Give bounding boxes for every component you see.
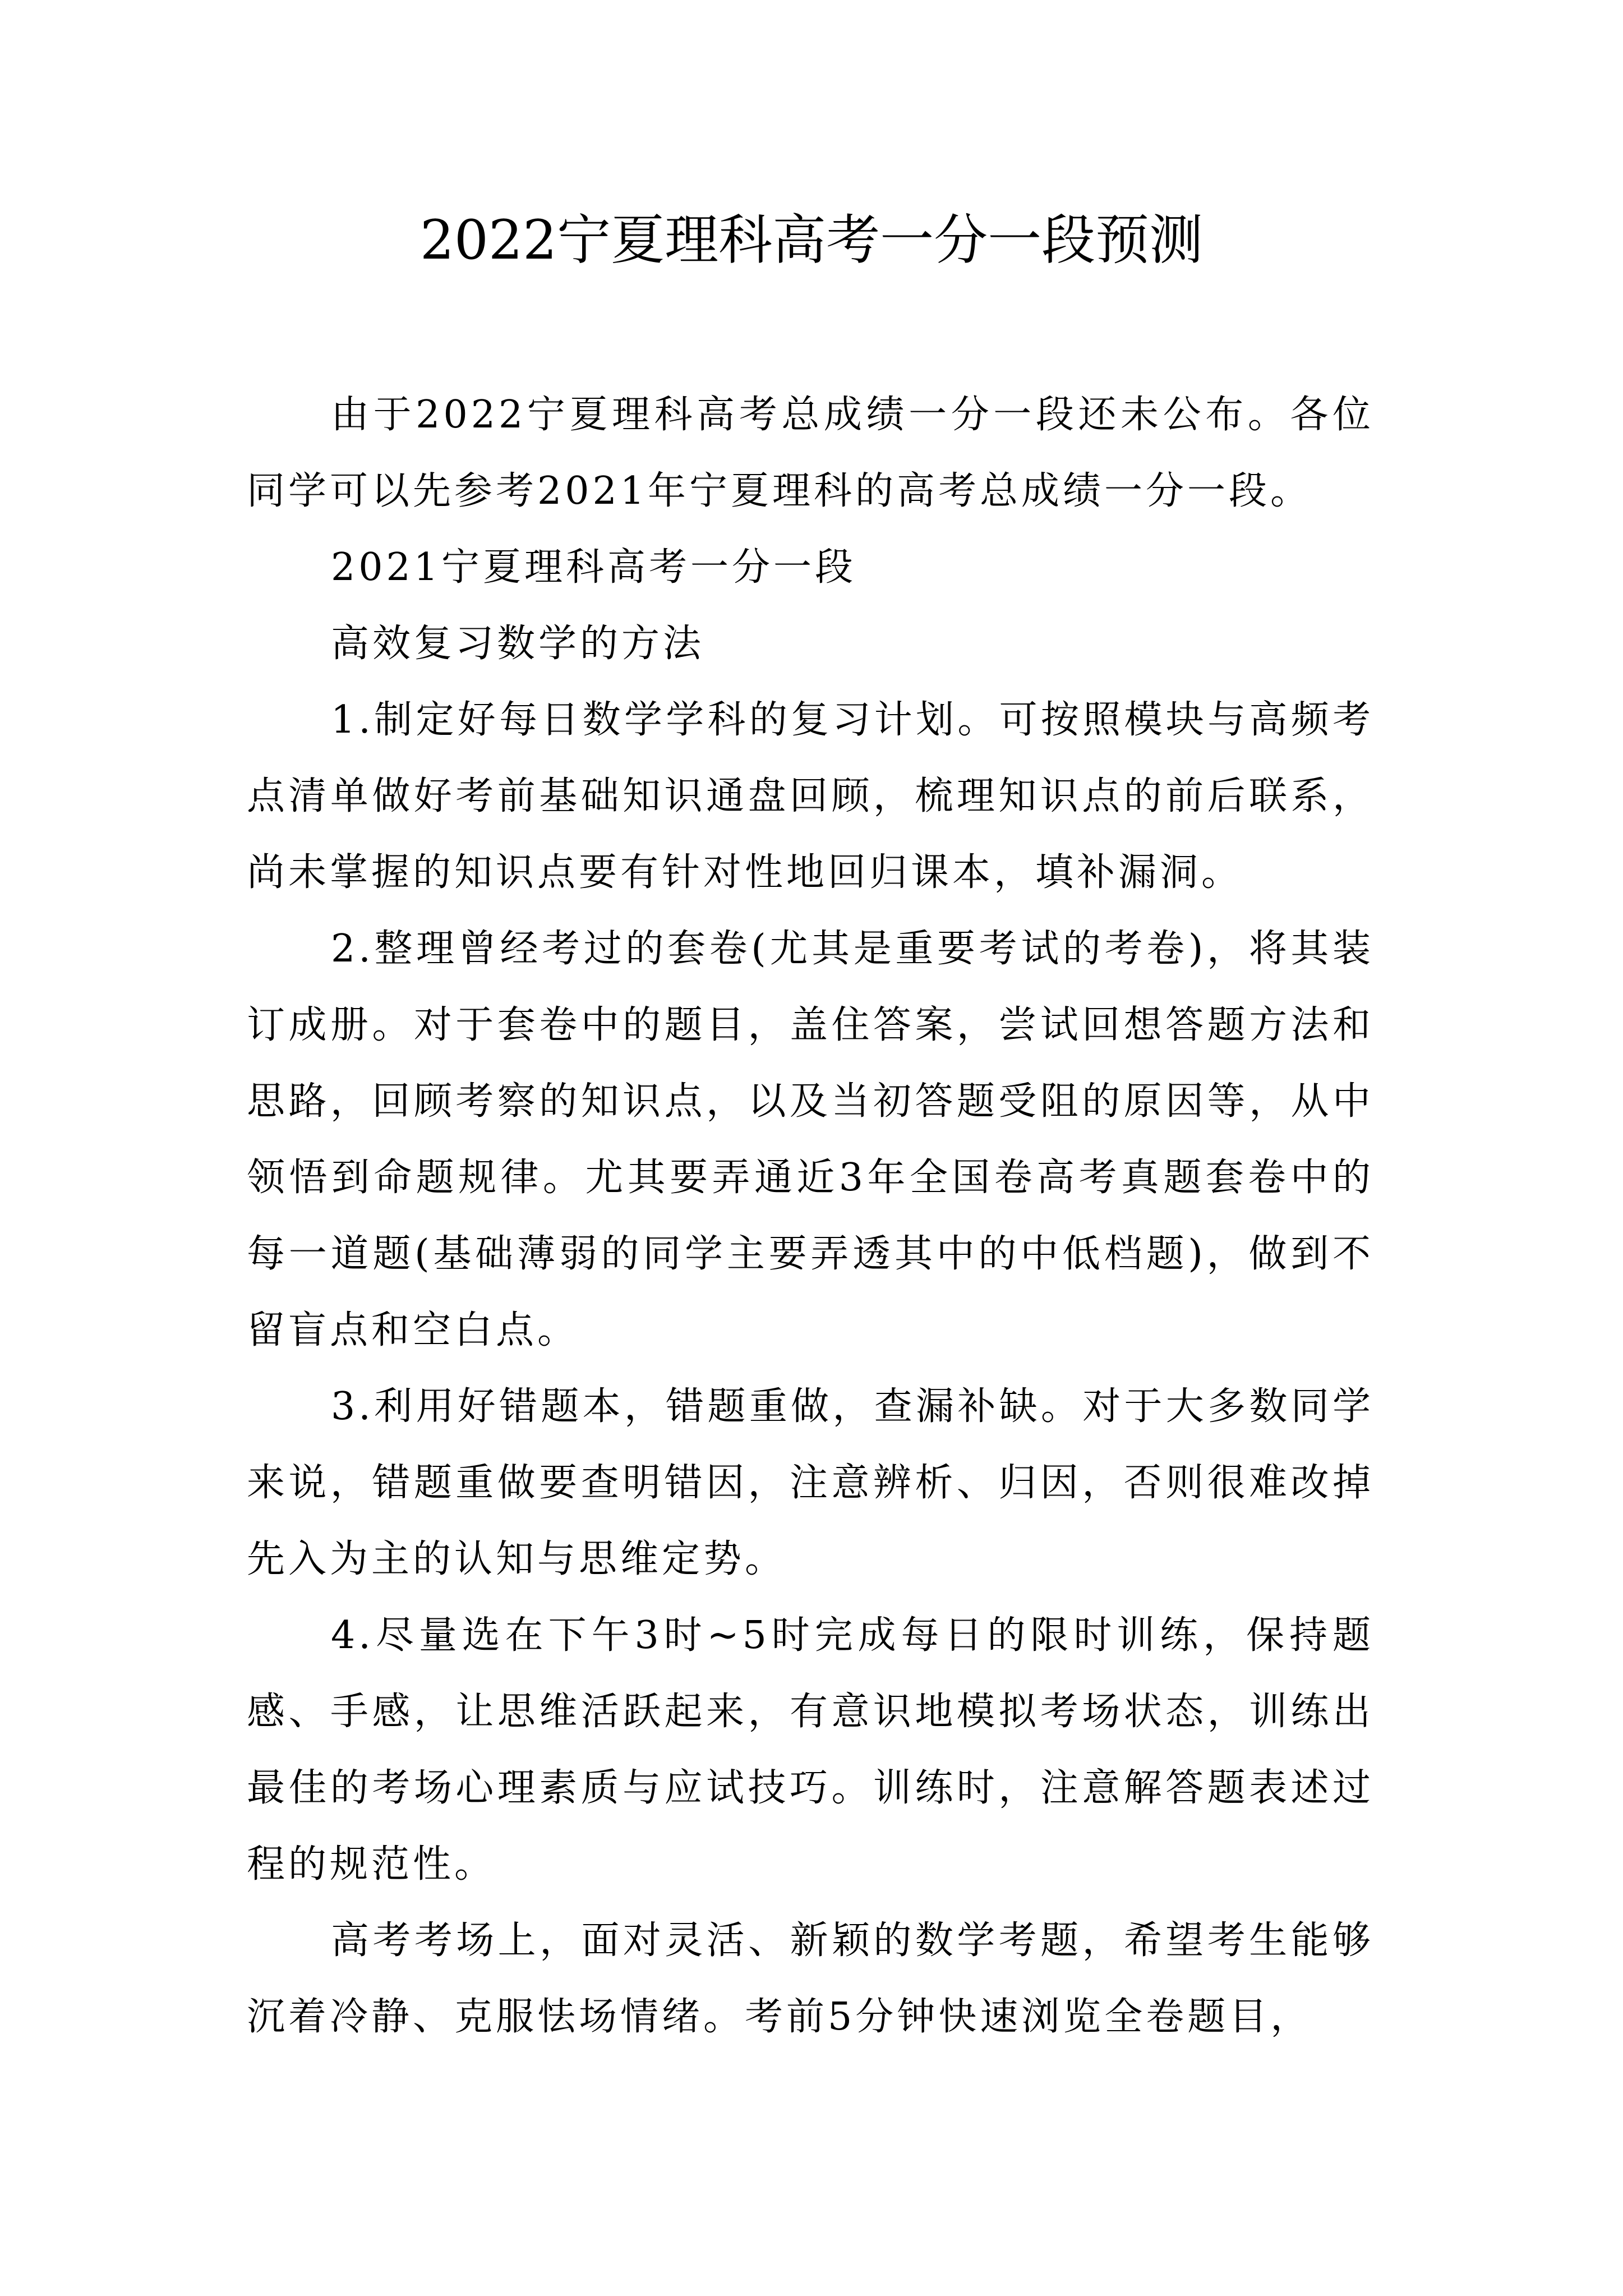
- method-1: 1.制定好每日数学学科的复习计划。可按照模块与高频考点清单做好考前基础知识通盘回顾，梳理知识点的前后联系，尚未掌握的知识点要有针对性地回归课本，填补漏洞。: [247, 698, 1374, 895]
- document-title: 2022宁夏理科高考一分一段预测: [419, 209, 1204, 272]
- method-2: 2.整理曾经考过的套卷(尤其是重要考试的考卷)，将其装订成册。对于套卷中的题目，盖住答案，尝试回想答题方法和思路，回顾考察的知识点，以及当初答题受阻的原因等，从中领悟到命题规律。尤其要弄通近3年全国卷高考真题套卷中的每一道题(基础薄弱的同学主要弄透其中的中低档题)，做到不留盲点和空白点。: [247, 927, 1374, 1352]
- intro-paragraph: 由于2022宁夏理科高考总成绩一分一段还未公布。各位同学可以先参考2021年宁夏理科的高考总成绩一分一段。: [247, 393, 1374, 513]
- table-caption: 2021宁夏理科高考一分一段: [331, 545, 857, 590]
- method-3: 3.利用好错题本，错题重做，查漏补缺。对于大多数同学来说，错题重做要查明错因，注意辨析、归因，否则很难改掉先入为主的认知与思维定势。: [247, 1384, 1374, 1581]
- method-4: 4.尽量选在下午3时~5时完成每日的限时训练，保持题感、手感，让思维活跃起来，有意识地模拟考场状态，训练出最佳的考场心理素质与应试技巧。训练时，注意解答题表述过程的规范性。: [247, 1613, 1374, 1887]
- closing-paragraph: 高考考场上，面对灵活、新颖的数学考题，希望考生能够沉着冷静、克服怯场情绪。考前5分钟快速浏览全卷题目，: [247, 1918, 1374, 2039]
- document-body: [247, 377, 1374, 2055]
- section-heading: 高效复习数学的方法: [331, 622, 705, 666]
